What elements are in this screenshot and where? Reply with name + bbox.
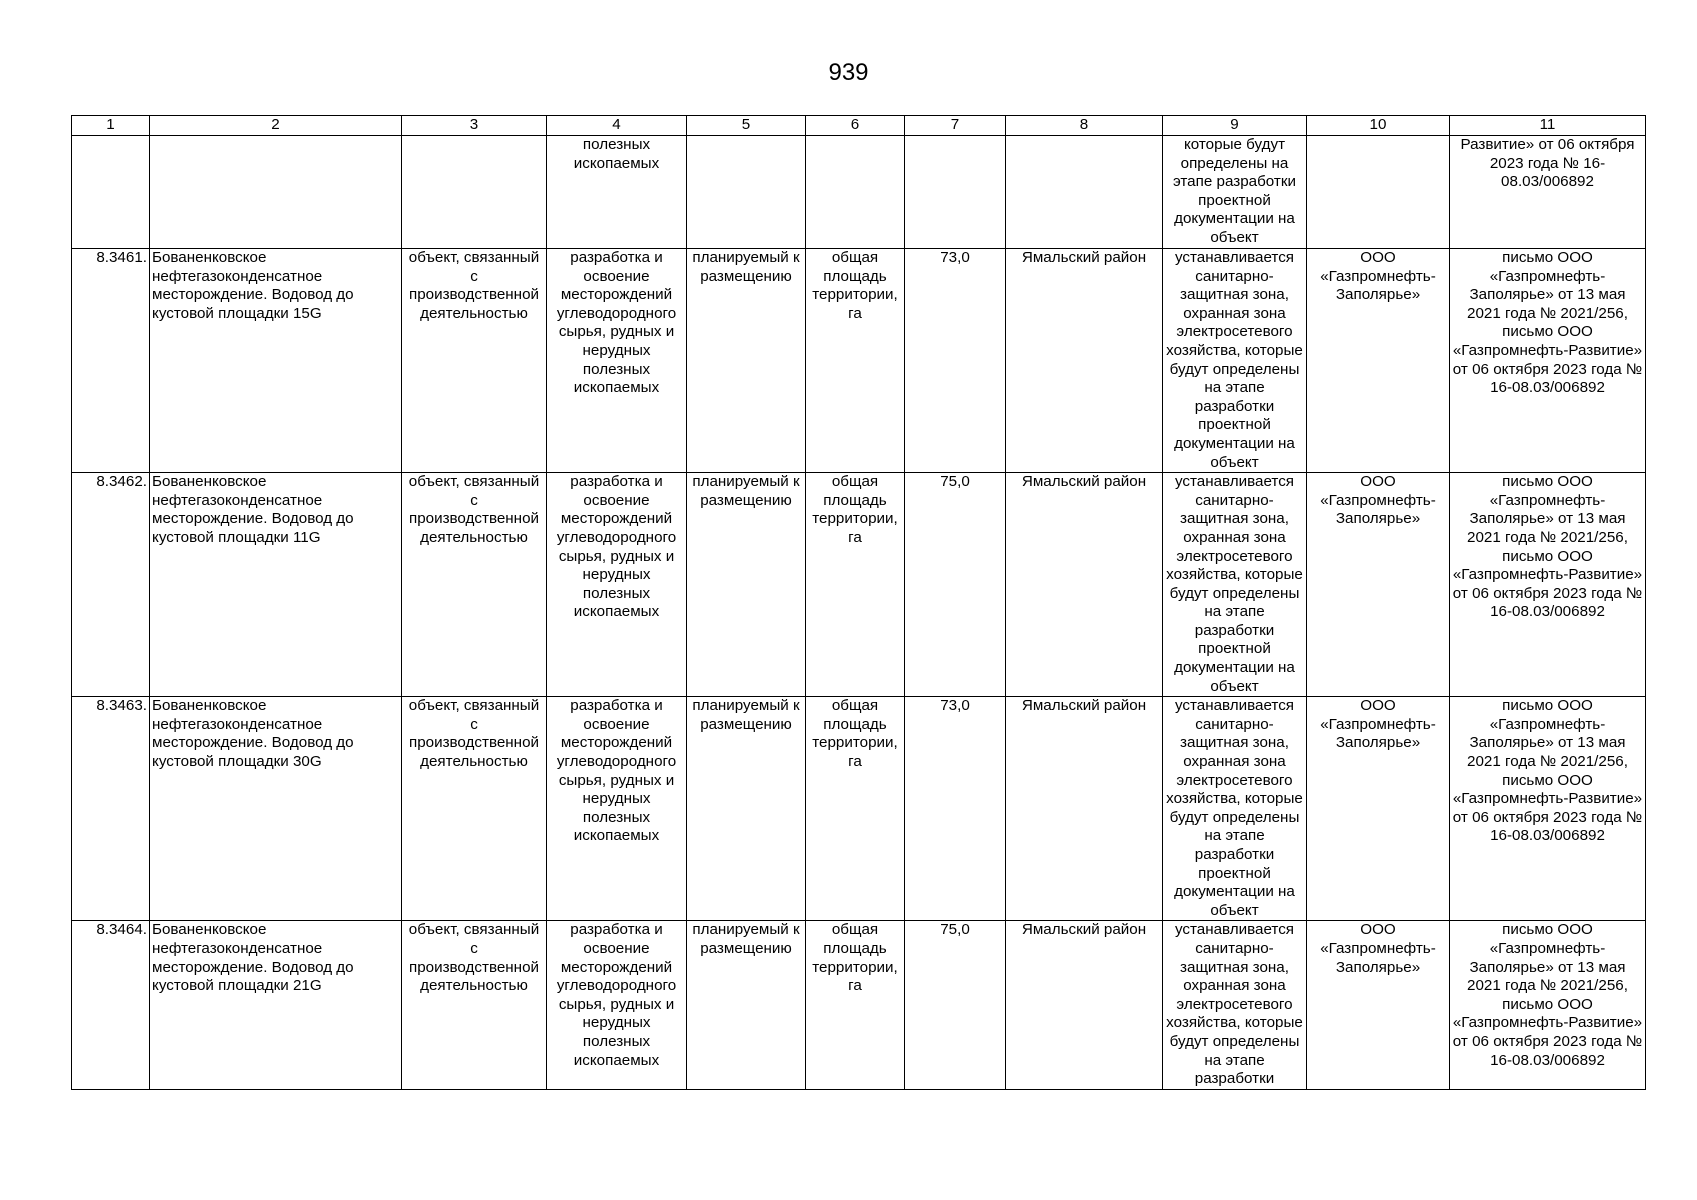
cell-name: Бованенковское нефтегазоконденсатное месторождение. Водовод до кустовой площадки 15G [150,249,402,473]
cell-owner: ООО «Газпромнефть-Заполярье» [1307,473,1450,697]
cell-name: Бованенковское нефтегазоконденсатное месторождение. Водовод до кустовой площадки 11G [150,473,402,697]
cell-purpose: разработка и освоение месторождений углеводородного сырья, рудных и нерудных полезных ископаемых [547,921,687,1090]
column-number: 11 [1450,116,1646,136]
column-number: 1 [72,116,150,136]
cell-owner: ООО «Газпромнефть-Заполярье» [1307,697,1450,921]
objects-table [71,115,1646,1090]
cell-purpose: разработка и освоение месторождений углеводородного сырья, рудных и нерудных полезных ископаемых [547,473,687,697]
cell-value: 75,0 [905,921,1006,1090]
cell-type: объект, связанный с производственной деятельностью [402,473,547,697]
cell-location: Ямальский район [1006,697,1163,921]
cell-basis: письмо ООО «Газпромнефть-Заполярье» от 13 мая 2021 года № 2021/256, письмо ООО «Газпромнефть-Развитие» от 06 октября 2023 года № 16-08.03/006892 [1450,249,1646,473]
cell-location: Ямальский район [1006,921,1163,1090]
cell-zone: которые будут определены на этапе разработки проектной документации на объект [1163,136,1307,249]
table-row [72,697,1646,921]
cell-purpose: разработка и освоение месторождений углеводородного сырья, рудных и нерудных полезных ископаемых [547,697,687,921]
column-number: 8 [1006,116,1163,136]
cell-basis: письмо ООО «Газпромнефть-Заполярье» от 13 мая 2021 года № 2021/256, письмо ООО «Газпромнефть-Развитие» от 06 октября 2023 года № 16-08.03/006892 [1450,697,1646,921]
cell-status: планируемый к размещению [687,249,806,473]
cell-value: 73,0 [905,249,1006,473]
cell-number: 8.3463. [72,697,150,921]
cell-empty [1307,136,1450,249]
table-row [72,473,1646,697]
cell-number: 8.3464. [72,921,150,1090]
cell-characteristic: общая площадь территории, га [806,921,905,1090]
cell-empty [150,136,402,249]
column-number: 6 [806,116,905,136]
cell-characteristic: общая площадь территории, га [806,473,905,697]
page-number: 939 [828,59,869,86]
cell-name: Бованенковское нефтегазоконденсатное месторождение. Водовод до кустовой площадки 21G [150,921,402,1090]
column-number: 3 [402,116,547,136]
column-number-row [72,116,1646,136]
cell-empty [72,136,150,249]
cell-empty [905,136,1006,249]
cell-empty [402,136,547,249]
cell-basis: письмо ООО «Газпромнефть-Заполярье» от 13 мая 2021 года № 2021/256, письмо ООО «Газпромнефть-Развитие» от 06 октября 2023 года № 16-08.03/006892 [1450,921,1646,1090]
column-number: 4 [547,116,687,136]
table-row [72,249,1646,473]
column-number: 7 [905,116,1006,136]
cell-location: Ямальский район [1006,249,1163,473]
cell-characteristic: общая площадь территории, га [806,697,905,921]
cell-empty [1006,136,1163,249]
cell-zone: устанавливается санитарно-защитная зона, охранная зона электросетевого хозяйства, которые будут определены на этапе разработки проектной документации на объект [1163,473,1307,697]
cell-type: объект, связанный с производственной деятельностью [402,697,547,921]
cell-name: Бованенковское нефтегазоконденсатное месторождение. Водовод до кустовой площадки 30G [150,697,402,921]
cell-owner: ООО «Газпромнефть-Заполярье» [1307,249,1450,473]
cell-zone: устанавливается санитарно-защитная зона, охранная зона электросетевого хозяйства, которые будут определены на этапе разработки проектной документации на объект [1163,697,1307,921]
cell-owner: ООО «Газпромнефть-Заполярье» [1307,921,1450,1090]
cell-status: планируемый к размещению [687,921,806,1090]
cell-basis: письмо ООО «Газпромнефть-Заполярье» от 13 мая 2021 года № 2021/256, письмо ООО «Газпромнефть-Развитие» от 06 октября 2023 года № 16-08.03/006892 [1450,473,1646,697]
cell-value: 75,0 [905,473,1006,697]
cell-status: планируемый к размещению [687,473,806,697]
cell-purpose: разработка и освоение месторождений углеводородного сырья, рудных и нерудных полезных ископаемых [547,249,687,473]
column-number: 10 [1307,116,1450,136]
cell-location: Ямальский район [1006,473,1163,697]
cell-number: 8.3461. [72,249,150,473]
cell-type: объект, связанный с производственной деятельностью [402,249,547,473]
cell-empty [687,136,806,249]
cell-number: 8.3462. [72,473,150,697]
table-row [72,921,1646,1090]
column-number: 9 [1163,116,1307,136]
cell-zone: устанавливается санитарно-защитная зона, охранная зона электросетевого хозяйства, которые будут определены на этапе разработки [1163,921,1307,1090]
cell-characteristic: общая площадь территории, га [806,249,905,473]
cell-zone: устанавливается санитарно-защитная зона, охранная зона электросетевого хозяйства, которые будут определены на этапе разработки проектной документации на объект [1163,249,1307,473]
cell-empty [806,136,905,249]
column-number: 2 [150,116,402,136]
cell-basis: Развитие» от 06 октября 2023 года № 16-08.03/006892 [1450,136,1646,249]
cell-value: 73,0 [905,697,1006,921]
cell-purpose: полезных ископаемых [547,136,687,249]
cell-status: планируемый к размещению [687,697,806,921]
column-number: 5 [687,116,806,136]
continuation-row [72,136,1646,249]
cell-type: объект, связанный с производственной деятельностью [402,921,547,1090]
